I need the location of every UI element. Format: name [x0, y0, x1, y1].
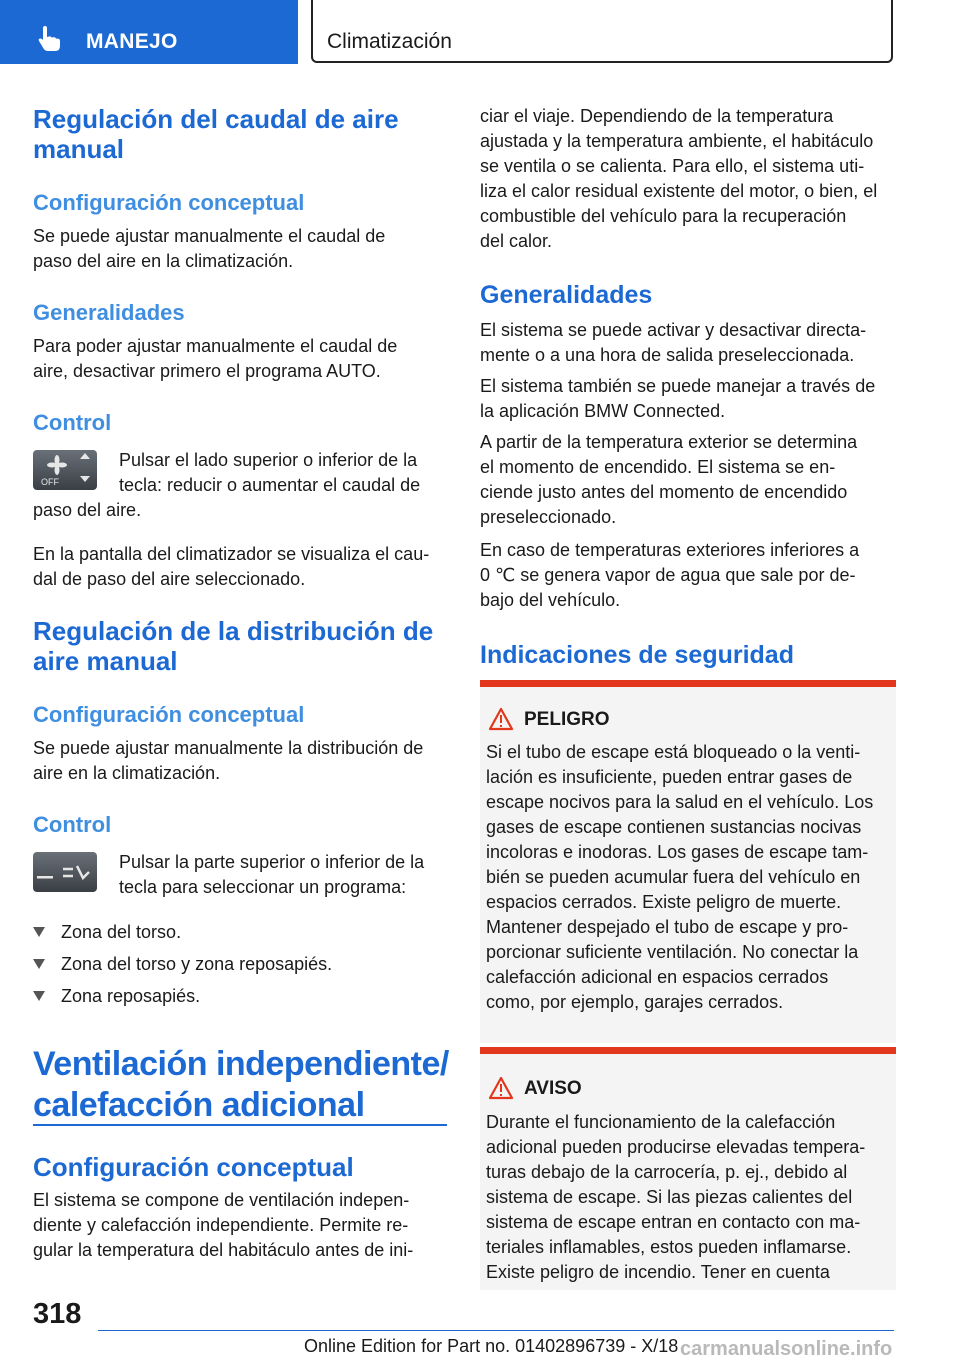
section-divider: [33, 1124, 447, 1126]
heading-configuracion-2: Configuración conceptual: [33, 702, 305, 727]
paragraph-pantalla: En la pantalla del climatizador se visualiza el cau‐ dal de paso del aire seleccionado.: [33, 544, 430, 589]
footer-divider: [98, 1330, 894, 1331]
warning-box-aviso: [480, 1047, 896, 1290]
warning-text: Durante el funcionamiento de la calefacción adicional pueden producirse elevadas tempera‐ turas debajo de la carrocería, p. ej., debido al sistema de escape. Si las piezas calientes del sistema de escape entran en contacto con ma‐ teriales inflamables, estos pueden inflamarse. Existe peligro de incendio. Tener en cuenta: [486, 1112, 866, 1282]
heading-configuracion-3: Configuración conceptual: [33, 1152, 354, 1182]
bullet-triangle-icon: [33, 991, 45, 1001]
air-distribution-button-icon: [33, 852, 97, 892]
paragraph-configuracion-3: El sistema se compone de ventilación indepen‐ diente y calefacción independiente. Permite re‐ gular la temperatura del habitáculo antes de ini‐: [33, 1190, 414, 1260]
page-number: 318: [33, 1298, 82, 1330]
paragraph-generalidades-2b: El sistema también se puede manejar a través de la aplicación BMW Connected.: [480, 376, 876, 421]
bullet-triangle-icon: [33, 927, 45, 937]
warning-title: PELIGRO: [524, 709, 610, 730]
warning-box-peligro: [480, 680, 896, 1043]
section-title: Climatización: [327, 30, 452, 53]
warning-text: Si el tubo de escape está bloqueado o la venti‐ lación es insuficiente, pueden entrar gases de escape nocivos para la salud en el vehículo. Los gases de escape contienen sustancias nocivas incoloras e inodoras. Los gases de escape tam‐ bién se pueden acumular fuera del vehículo en espacios cerrados. Existe peligro de muerte. Mantener despejado el tubo de escape y pro‐ porcionar suficiente ventilación. No conectar la calefacción adicional en espacios cerrados como, por ejemplo, garajes cerrados.: [486, 742, 874, 1012]
air-distribution-icon: [33, 852, 97, 892]
paragraph-control-1b: paso del aire.: [33, 500, 142, 520]
heading-generalidades-2: Generalidades: [480, 281, 653, 309]
warning-triangle-icon: [488, 707, 514, 731]
chapter-tab[interactable]: [0, 0, 298, 64]
fan-button-icon: [33, 450, 97, 490]
fan-icon: [33, 450, 97, 490]
heading-generalidades-1: Generalidades: [33, 300, 185, 325]
paragraph-generalidades-2c: A partir de la temperatura exterior se determina el momento de encendido. El sistema se en‐ ciende justo antes del momento de encendido preseleccionado.: [480, 432, 858, 527]
heading-seguridad: Indicaciones de seguridad: [480, 641, 794, 669]
heading-configuracion-1: Configuración conceptual: [33, 190, 305, 215]
paragraph-configuracion-1: Se puede ajustar manualmente el caudal de paso del aire en la climatización.: [33, 226, 386, 271]
warning-title: AVISO: [524, 1078, 582, 1099]
heading-caudal: Regulación del caudal de aire manual: [33, 104, 399, 164]
paragraph-configuracion-2: Se puede ajustar manualmente la distribución de aire en la climatización.: [33, 738, 424, 783]
chapter-label: MANEJO: [86, 30, 178, 53]
section-header: [311, 0, 893, 63]
heading-distribucion: Regulación de la distribución de aire manual: [33, 616, 434, 676]
heading-control-2: Control: [33, 812, 112, 837]
hand-pointer-icon: [36, 26, 62, 52]
watermark: carmanualsonline.info: [680, 1338, 893, 1360]
paragraph-continuation: ciar el viaje. Dependiendo de la temperatura ajustada y la temperatura ambiente, el habitáculo se ventila o se calienta. Para ello, el sistema uti‐ liza el calor residual existente del motor, o bien, el combustible del vehículo para la recuperación del calor.: [480, 106, 878, 251]
paragraph-generalidades-2d: En caso de temperaturas exteriores inferiores a 0 ℃ se genera vapor de agua que sale por de‐ bajo del vehículo.: [480, 540, 860, 610]
paragraph-control-1a: Pulsar el lado superior o inferior de la tecla: reducir o aumentar el caudal de: [119, 450, 421, 495]
warning-triangle-icon: [488, 1076, 514, 1100]
heading-ventilacion: Ventilación independiente/ calefacción adicional: [33, 1045, 449, 1124]
paragraph-generalidades-1: Para poder ajustar manualmente el caudal de aire, desactivar primero el programa AUTO.: [33, 336, 398, 381]
bullet-triangle-icon: [33, 959, 45, 969]
paragraph-control-2: Pulsar la parte superior o inferior de la tecla para seleccionar un programa:: [119, 852, 425, 897]
footer-edition: Online Edition for Part no. 01402896739 - X/18: [304, 1336, 679, 1356]
heading-control-1: Control: [33, 410, 112, 435]
svg-text:OFF: OFF: [41, 477, 59, 487]
paragraph-generalidades-2a: El sistema se puede activar y desactivar directa‐ mente o a una hora de salida preseleccionada.: [480, 320, 867, 365]
